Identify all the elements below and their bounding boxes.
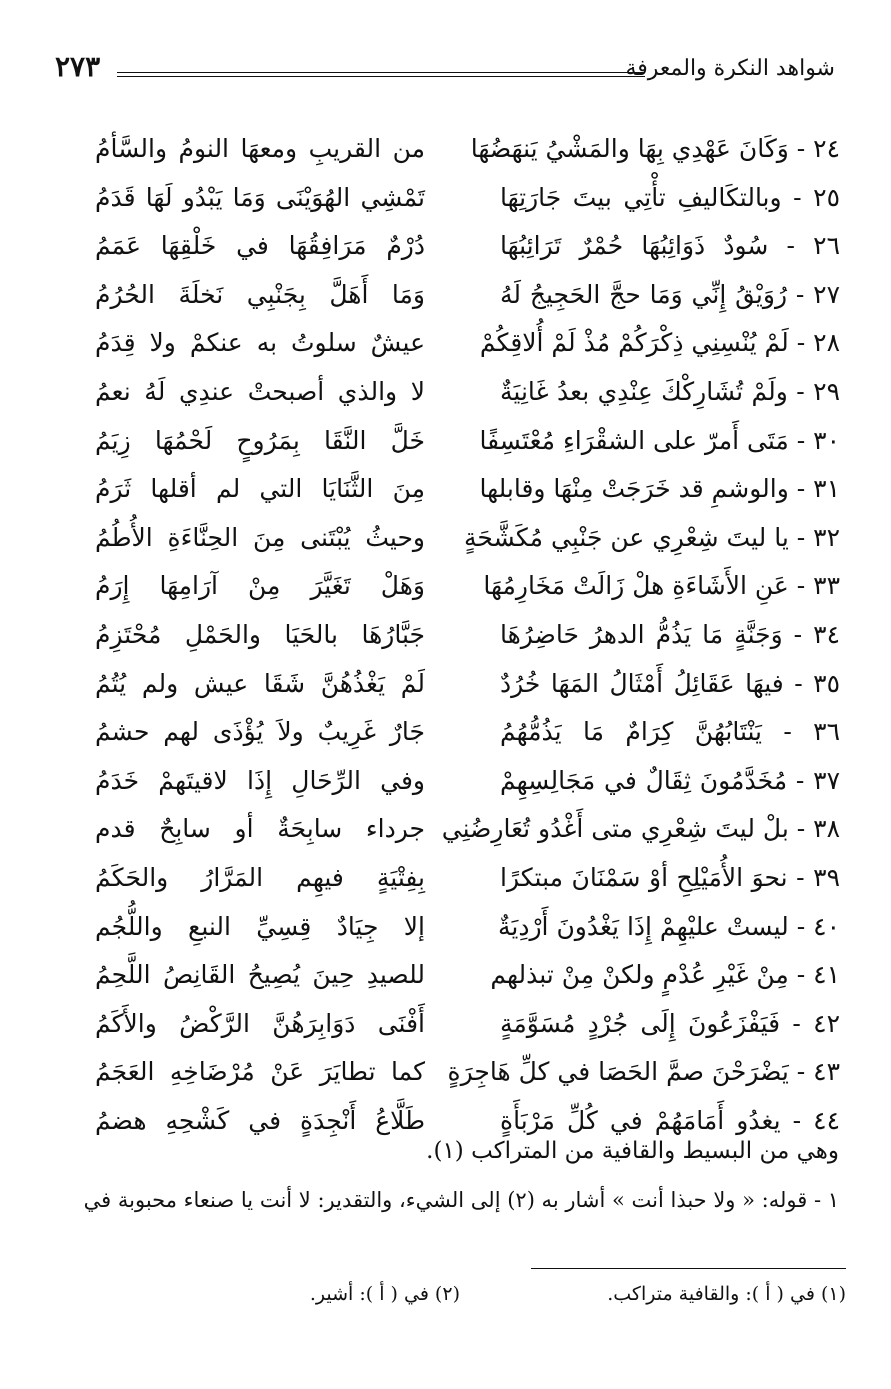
first-hemistich: ٤٣ - يَضْرَحْنَ صمَّ الحَصَا في كلِّ هَاجِرَةٍ [447,1057,840,1087]
verse-line [95,125,840,174]
second-hemistich: لَمْ يَغْذُهُنَّ شَقَا عيش ولم يُتُمُ [95,668,425,698]
first-hemistich: ٣١ - والوشمِ قد خَرَجَتْ مِنْهَا وقابلها [479,474,840,504]
first-hemistich: ٤١ - مِنْ غَيْرِ عُدْمٍ ولكنْ مِنْ تبذلهم [490,960,840,990]
second-hemistich: أَفْنَى دَوَابِرَهُنَّ الرَّكْضُ والأَكَمُ [95,1008,425,1038]
first-hemistich: ٢٩ - ولَمْ تُشَارِكْكَ عِنْدِي بعدُ غَانِيَةٌ [500,376,840,406]
first-hemistich: ٣٣ - عَنِ الأَشَاءَةِ هلْ زَالَتْ مَخَارِمُهَا [483,571,840,601]
first-hemistich: ٤٢ - فَيَفْزَعُونَ إِلَى جُرْدٍ مُسَوَّمَةٍ [500,1008,840,1038]
verse-line [95,854,840,903]
second-hemistich: دُرْمٌ مَرَافِقُهَا في خَلْقِهَا عَمَمُ [95,231,425,261]
verse-line [95,222,840,271]
verse-line [95,903,840,952]
verse-line [95,805,840,854]
verse-line [95,757,840,806]
second-hemistich: وَمَا أَهَلَّ بِجَنْبِي نَخلَةَ الحُرُمُ [95,279,425,309]
first-hemistich: ٣٠ - مَتَى أَمرّ على الشقْرَاءِ مُعْتَسِفًا [479,425,840,455]
verse-line [95,660,840,709]
first-hemistich: ٢٦ - سُودٌ ذَوَائِبُهَا حُمْرٌ تَرَائِبُهَا [500,231,840,261]
poem-verses [95,125,840,1145]
footnote: (١) في ( أ ): والقافية متراكب. [607,1283,846,1305]
second-hemistich: خَلَّ النَّقَا بِمَرُوحٍ لَحْمُهَا زِيَمُ [95,425,425,455]
first-hemistich: ٢٥ - وبالتكَاليفِ تأْتِي بيتَ جَارَتِهَا [500,182,840,212]
verse-line [95,611,840,660]
verse-line [95,319,840,368]
verse-line [95,514,840,563]
verse-line [95,174,840,223]
verse-line [95,271,840,320]
first-hemistich: ٣٢ - يا ليتَ شِعْرِي عن جَنْبِي مُكَشَّحَةٍ [464,522,840,552]
meter-note: وهي من البسيط والقافية من المتراكب (١). [426,1138,839,1164]
page-header [55,50,835,90]
footnote-rule [531,1268,846,1269]
first-hemistich: ٣٦ - يَنْتَابُهُنَّ كِرَامٌ مَا يَذُمُّهُمُ [500,717,840,747]
footnote: (٢) في ( أ ): أشير. [309,1283,460,1305]
first-hemistich: ٢٤ - وَكَانَ عَهْدِي بِهَا والمَشْيُ يَنهَضُهَا [470,134,840,163]
first-hemistich: ٤٤ - يغدُو أَمَامَهُمْ في كُلِّ مَرْبَأَةٍ [500,1105,840,1135]
first-hemistich: ٤٠ - ليستْ عليْهِمْ إِذَا يَغْدُونَ أَرْدِيَةٌ [497,911,840,941]
first-hemistich: ٣٥ - فيهَا عَقَائِلُ أَمْثَالُ المَهَا خُرُدٌ [500,668,840,698]
second-hemistich: كما تطايَرَ عَنْ مُرْضَاخِهِ العَجَمُ [95,1057,425,1087]
first-hemistich: ٢٨ - لَمْ يُنْسِنِي ذِكْرَكُمْ مُذْ لَمْ أُلاقِكُمْ [479,328,840,358]
verse-line [95,708,840,757]
second-hemistich: عيشٌ سلوتُ به عنكمْ ولا قِدَمُ [95,328,425,358]
second-hemistich: تَمْشِي الهُوَيْنَى وَمَا يَبْدُو لَهَا قَدَمُ [95,182,425,212]
second-hemistich: إلا جِيَادٌ قِسِيِّ النبعِ واللُّجُم [95,911,425,941]
second-hemistich: طَلَّاعُ أَنْجِدَةٍ في كَشْحِهِ هضمُ [95,1105,425,1135]
header-rule [117,72,645,77]
second-hemistich: مِنَ الثَّنَايَا التي لم أقلها ثَرَمُ [95,474,425,504]
verse-line [95,417,840,466]
verse-line [95,562,840,611]
verse-line [95,951,840,1000]
second-hemistich: بِفِتْيَةٍ فيهِم المَرَّارُ والحَكَمُ [95,862,425,892]
second-hemistich: جَارٌ غَرِيبٌ ولاَ يُؤْذَى لهم حشمُ [95,717,425,747]
second-hemistich: من القريبِ ومعهَا النومُ والسَّأمُ [95,134,425,163]
verse-line [95,368,840,417]
verse-line [95,1000,840,1049]
first-hemistich: ٣٧ - مُخَدَّمُونَ ثِقَالٌ في مَجَالِسِهِمْ [500,765,840,795]
second-hemistich: وحيثُ يُبْتَنى مِنَ الحِنَّاءَةِ الأُطُمُ [95,522,425,552]
first-hemistich: ٣٤ - وَجَنَّةٍ مَا يَذُمُّ الدهرُ حَاضِرُهَا [500,619,840,649]
second-hemistich: للصيدِ حِينَ يُصِيحُ القَانِصُ اللَّحِمُ [95,960,425,990]
second-hemistich: لا والذي أصبحتْ عندِي لَهُ نعمُ [95,376,425,406]
first-hemistich: ٣٨ - بلْ ليتَ شِعْرِي متى أَغْدُو تُعَارِضُنِي [441,814,840,844]
verse-line [95,1048,840,1097]
page-number: ٢٧٣ [55,50,101,83]
first-hemistich: ٢٧ - رُوَيْقُ إِنِّي وَمَا حجَّ الحَجِيجُ لَهُ [500,279,840,309]
verse-line [95,465,840,514]
second-hemistich: وَهَلْ تَغَيَّرَ مِنْ آرَامِهَا إِرَمُ [95,571,425,601]
second-hemistich: وفي الرِّحَالِ إِذَا لاقيتَهمْ خَدَمُ [95,765,425,795]
commentary-text: ١ - قوله: « ولا حبذا أنت » أشار به (٢) إلى الشيء، والتقدير: لا أنت يا صنعاء محبوبة في [83,1188,839,1212]
running-title: شواهد النكرة والمعرفة [625,56,835,81]
second-hemistich: جَبَّارُهَا بالحَيَا والحَمْلِ مُحْتَزِمُ [95,619,425,649]
second-hemistich: جرداء سابِحَةٌ أو سابِحٌ قدم [95,814,425,844]
first-hemistich: ٣٩ - نحوَ الأُمَيْلِحِ أوْ سَمْنَانَ مبتكرًا [500,862,840,892]
